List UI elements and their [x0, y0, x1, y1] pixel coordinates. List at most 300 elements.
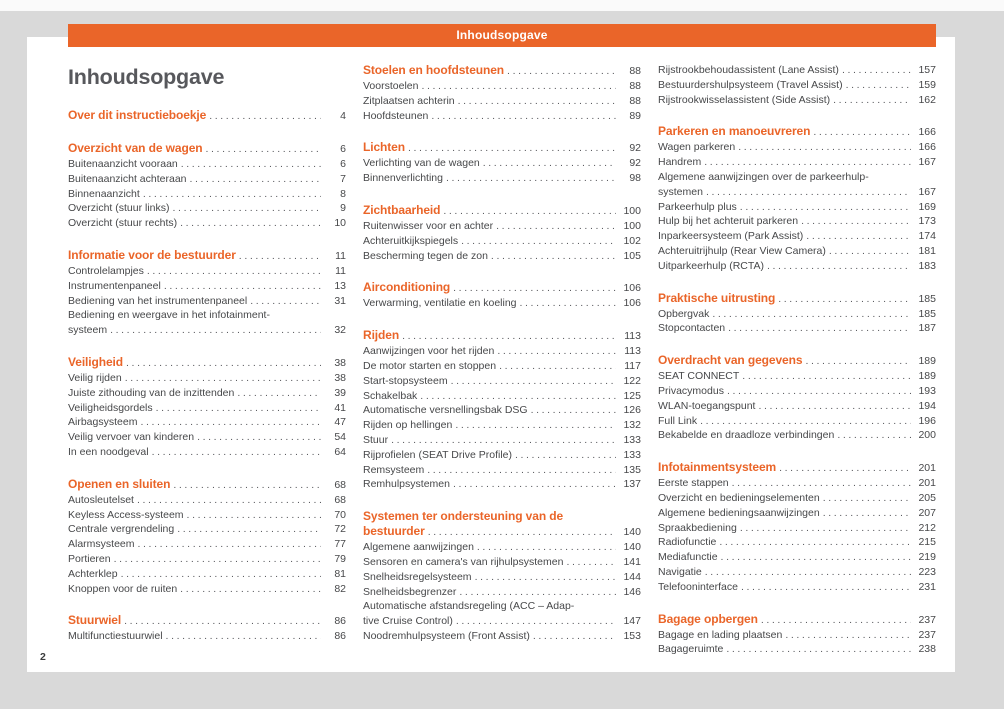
- toc-entry-page: 102: [623, 234, 641, 247]
- section-title-row: [68, 355, 346, 371]
- toc-entry-label: Start-stopsysteem: [363, 374, 448, 387]
- toc-entry-page: 132: [623, 419, 641, 432]
- dot-leader: [741, 580, 911, 595]
- toc-entry: [363, 448, 641, 463]
- toc-entry: [658, 521, 936, 536]
- toc-entry-page: 88: [629, 80, 641, 92]
- toc-entry: [68, 216, 346, 231]
- toc-section: [363, 509, 641, 644]
- toc-entry-page: 126: [623, 404, 641, 417]
- toc-entry: [68, 522, 346, 537]
- toc-entry-page: 201: [918, 477, 936, 490]
- toc-entry-page: 10: [334, 217, 346, 230]
- toc-entry: [658, 63, 936, 78]
- section-title: Infotainmentsysteem: [658, 460, 777, 475]
- toc-entry: [68, 508, 346, 523]
- toc-entry-page: 144: [623, 570, 641, 583]
- toc-section: [363, 140, 641, 186]
- page-title: Inhoudsopgave: [68, 65, 225, 89]
- toc-entry-label: systeem: [68, 324, 108, 337]
- dot-leader: [805, 354, 911, 369]
- dot-leader: [124, 614, 321, 629]
- toc-entry-label: Algemene aanwijzingen: [363, 541, 474, 554]
- section-page-number: 88: [629, 65, 641, 77]
- toc-entry: [363, 555, 641, 570]
- toc-entry-label: Buitenaanzicht vooraan: [68, 158, 178, 170]
- toc-entry: [658, 78, 936, 93]
- manual-page: [27, 37, 955, 672]
- dot-leader: [458, 94, 616, 109]
- toc-entry: [68, 430, 346, 445]
- dot-leader: [181, 157, 321, 172]
- section-title-row: [363, 63, 641, 79]
- toc-entry-page: 47: [334, 416, 346, 429]
- dot-leader: [533, 629, 616, 644]
- toc-entry: [658, 259, 936, 274]
- toc-entry-label: Veilig vervoer van kinderen: [68, 431, 195, 444]
- dot-leader: [496, 219, 616, 234]
- toc-entry: [658, 140, 936, 155]
- dot-leader: [138, 537, 321, 552]
- toc-entry-page: 113: [624, 345, 641, 358]
- toc-column-3: [658, 63, 936, 657]
- dot-leader: [728, 321, 911, 336]
- toc-entry-page: 153: [623, 629, 641, 642]
- toc-section: [68, 355, 346, 460]
- dot-leader: [740, 521, 911, 536]
- toc-entry: [68, 187, 346, 202]
- toc-entry-label: Bediening en weergave in het infotainment-: [68, 309, 270, 322]
- toc-entry-label: Alarmsysteem: [68, 538, 135, 551]
- toc-entry-label: Stuur: [363, 433, 389, 446]
- section-title: Overdracht van gegevens: [658, 353, 803, 368]
- dot-leader: [421, 79, 616, 94]
- toc-entry: [363, 418, 641, 433]
- section-page-number: 68: [334, 478, 346, 491]
- toc-entry-label: Voorstoelen: [363, 80, 419, 92]
- dot-leader: [237, 386, 321, 401]
- section-title: Zichtbaarheid: [363, 202, 441, 217]
- section-title-row: [68, 477, 346, 493]
- section-title: Rijden: [363, 328, 400, 343]
- toc-entry-label: Noodremhulpsysteem (Front Assist): [363, 629, 530, 642]
- toc-entry-label: Multifunctiestuurwiel: [68, 630, 163, 643]
- toc-entry-page: 200: [918, 429, 936, 442]
- toc-entry: [658, 155, 936, 170]
- dot-leader: [446, 171, 616, 186]
- toc-entry-label: Uitparkeerhulp (RCTA): [658, 259, 764, 272]
- toc-entry-label: Opbergvak: [658, 307, 710, 320]
- section-title: Veiligheid: [68, 354, 124, 369]
- dot-leader: [147, 264, 321, 279]
- toc-entry-label: Veiligheidsgordels: [68, 401, 153, 414]
- dot-leader: [767, 259, 911, 274]
- toc-entry-label: Bediening van het instrumentenpaneel: [68, 294, 248, 307]
- dot-leader: [566, 555, 616, 570]
- toc-entry-page: 207: [918, 506, 936, 519]
- dot-leader: [143, 187, 321, 202]
- dot-leader: [164, 279, 321, 294]
- toc-section: [68, 141, 346, 231]
- toc-entry: [68, 629, 346, 644]
- toc-entry-label: Algemene aanwijzingen over de parkeerhulp-: [658, 170, 869, 183]
- toc-entry-page: 89: [629, 109, 641, 122]
- toc-entry: [658, 244, 936, 259]
- toc-entry-label: Inparkeersysteem (Park Assist): [658, 230, 804, 243]
- toc-entry-page: 183: [918, 259, 936, 272]
- section-title-row: [68, 141, 346, 157]
- toc-entry-label: systemen: [658, 185, 703, 198]
- dot-leader: [180, 216, 321, 231]
- section-title-row: [363, 140, 641, 156]
- toc-entry-label: Mediafunctie: [658, 551, 718, 564]
- toc-entry-page: 117: [624, 359, 641, 372]
- dot-leader: [823, 491, 911, 506]
- section-title: Over dit instructieboekje: [68, 108, 207, 122]
- dot-leader: [837, 428, 911, 443]
- toc-entry: [658, 535, 936, 550]
- dot-leader: [779, 461, 911, 476]
- toc-entry-page: 237: [918, 628, 936, 641]
- section-page-number: 92: [629, 142, 641, 155]
- toc-entry-label: Snelheidsbegrenzer: [363, 585, 457, 598]
- toc-entry: [363, 614, 641, 629]
- dot-leader: [190, 172, 322, 187]
- section-title: Overzicht van de wagen: [68, 141, 203, 155]
- toc-entry: [363, 403, 641, 418]
- toc-entry-page: 238: [918, 643, 936, 656]
- toc-entry-page: 41: [334, 401, 346, 414]
- header-banner: [68, 24, 936, 47]
- toc-entry: [658, 491, 936, 506]
- toc-entry-label: Bagageruimte: [658, 643, 724, 656]
- toc-entry: [658, 628, 936, 643]
- section-title-row: [658, 460, 936, 476]
- toc-entry: [363, 389, 641, 404]
- toc-section: [658, 353, 936, 443]
- toc-entry-page: 193: [918, 384, 936, 397]
- dot-leader: [704, 155, 911, 170]
- toc-entry-page: 167: [918, 185, 936, 198]
- dot-leader: [140, 415, 321, 430]
- toc-entry: [68, 264, 346, 279]
- toc-entry-label: Bestuurdershulpsysteem (Travel Assist): [658, 78, 843, 91]
- dot-leader: [451, 374, 616, 389]
- toc-entry-page: 77: [334, 538, 346, 551]
- toc-entry: [68, 415, 346, 430]
- toc-section: [658, 460, 936, 594]
- toc-entry-label: Controlelampjes: [68, 264, 144, 277]
- dot-leader: [250, 294, 321, 309]
- dot-leader: [761, 613, 911, 628]
- section-page-number: 189: [918, 355, 936, 368]
- dot-leader: [801, 214, 911, 229]
- toc-section: [658, 291, 936, 337]
- section-page-number: 86: [334, 615, 346, 628]
- toc-entry-page: 215: [918, 536, 936, 549]
- toc-entry: [658, 565, 936, 580]
- section-page-number: 113: [624, 330, 641, 343]
- section-title: Lichten: [363, 140, 405, 155]
- toc-entry-page: 79: [334, 552, 346, 565]
- toc-entry-page: 8: [340, 187, 346, 200]
- toc-entry-label: Achterklep: [68, 567, 118, 580]
- toc-section: [68, 248, 346, 338]
- section-title: Airconditioning: [363, 280, 451, 295]
- toc-entry-label: Hoofdsteunen: [363, 109, 429, 122]
- dot-leader: [455, 418, 616, 433]
- dot-leader: [427, 463, 616, 478]
- dot-leader: [431, 109, 616, 124]
- toc-entry-label: Verlichting van de wagen: [363, 157, 480, 170]
- toc-entry-page: 82: [334, 582, 346, 595]
- toc-entry-label: Bagage en lading plaatsen: [658, 628, 783, 641]
- toc-entry-page: 174: [918, 230, 936, 243]
- toc-entry-label: Eerste stappen: [658, 477, 729, 490]
- toc-columns: [68, 63, 936, 657]
- section-title-row: [363, 524, 641, 540]
- dot-leader: [742, 369, 911, 384]
- toc-entry-label: Zitplaatsen achterin: [363, 94, 455, 107]
- dot-leader: [846, 78, 911, 93]
- toc-entry-label: Bescherming tegen de zon: [363, 249, 488, 262]
- toc-section: [658, 612, 936, 658]
- toc-entry-page: 212: [918, 521, 936, 534]
- toc-section: [363, 280, 641, 311]
- toc-entry: [363, 219, 641, 234]
- toc-entry-page: 189: [918, 370, 936, 383]
- toc-entry-page: 147: [623, 615, 641, 628]
- toc-entry-label: Ruitenwisser voor en achter: [363, 219, 494, 232]
- toc-entry: [658, 384, 936, 399]
- toc-entry: [658, 642, 936, 657]
- toc-entry: [363, 570, 641, 585]
- toc-entry: [658, 550, 936, 565]
- dot-leader: [156, 401, 321, 416]
- section-title: Parkeren en manoeuvreren: [658, 124, 811, 139]
- toc-entry-label: Navigatie: [658, 565, 702, 578]
- dot-leader: [187, 508, 321, 523]
- toc-entry-page: 185: [918, 307, 936, 320]
- toc-entry: [658, 214, 936, 229]
- toc-entry: [68, 445, 346, 460]
- dot-leader: [152, 445, 321, 460]
- section-page-number: 4: [340, 110, 346, 122]
- section-title-row: [363, 203, 641, 219]
- dot-leader: [727, 384, 911, 399]
- toc-entry-label: Buitenaanzicht achteraan: [68, 172, 187, 185]
- dot-leader: [842, 63, 911, 78]
- toc-entry-page: 86: [334, 630, 346, 643]
- section-title-row: [658, 124, 936, 140]
- section-page-number: 6: [340, 143, 346, 155]
- dot-leader: [137, 493, 321, 508]
- dot-leader: [712, 307, 911, 322]
- toc-entry-page: 231: [918, 580, 936, 593]
- section-title-row: [658, 612, 936, 628]
- page-number: 2: [40, 651, 46, 663]
- toc-entry-page: 72: [334, 523, 346, 536]
- toc-entry-page: 181: [918, 244, 936, 257]
- dot-leader: [813, 125, 911, 140]
- toc-entry-label: Parkeerhulp plus: [658, 200, 737, 213]
- toc-entry-page: 162: [918, 93, 936, 106]
- toc-entry-label: Stopcontacten: [658, 322, 726, 335]
- dot-leader: [459, 585, 616, 600]
- toc-entry: [658, 476, 936, 491]
- section-title: Stuurwiel: [68, 613, 122, 628]
- toc-entry-label: Binnenverlichting: [363, 172, 443, 185]
- toc-entry-page: 141: [623, 555, 641, 568]
- dot-leader: [520, 296, 616, 311]
- toc-entry: [68, 371, 346, 386]
- section-page-number: 106: [623, 282, 641, 295]
- toc-entry-label: Rijstrookbehoudassistent (Lane Assist): [658, 64, 839, 76]
- toc-entry-page: 133: [623, 448, 641, 461]
- toc-entry: [363, 433, 641, 448]
- toc-entry-page: 88: [629, 94, 641, 107]
- toc-entry-label: Handrem: [658, 156, 702, 169]
- toc-entry-page: 169: [918, 200, 936, 213]
- toc-entry-page: 32: [334, 324, 346, 337]
- toc-section: [658, 63, 936, 107]
- section-page-number: 201: [918, 462, 936, 475]
- section-title-row: [68, 248, 346, 264]
- dot-leader: [778, 292, 911, 307]
- toc-entry-label: Aanwijzingen voor het rijden: [363, 345, 495, 358]
- toc-section: [68, 613, 346, 644]
- toc-entry-label: Verwarming, ventilatie en koeling: [363, 297, 517, 310]
- toc-entry-page: 140: [623, 541, 641, 554]
- dot-leader: [125, 371, 321, 386]
- toc-entry-label: Schakelbak: [363, 389, 418, 402]
- toc-entry-label: Snelheidsregelsysteem: [363, 570, 472, 583]
- dot-leader: [706, 185, 911, 200]
- toc-entry: [363, 374, 641, 389]
- toc-entry-label: Airbagsysteem: [68, 416, 138, 429]
- section-title: Stoelen en hoofdsteunen: [363, 63, 505, 77]
- toc-section: [658, 124, 936, 273]
- dot-leader: [402, 329, 616, 344]
- toc-entry-label: Radiofunctie: [658, 536, 717, 549]
- dot-leader: [197, 430, 321, 445]
- toc-entry: [363, 629, 641, 644]
- toc-entry-page: 100: [623, 219, 641, 232]
- section-page-number: 38: [334, 356, 346, 369]
- toc-entry-page: 68: [334, 493, 346, 506]
- toc-entry-label: Portieren: [68, 552, 111, 565]
- dot-leader: [732, 476, 911, 491]
- toc-entry: [68, 279, 346, 294]
- toc-entry-page: 137: [623, 478, 641, 491]
- toc-entry-page: 13: [334, 279, 346, 292]
- dot-leader: [408, 141, 616, 156]
- toc-entry-label: Achteruitrijhulp (Rear View Camera): [658, 244, 826, 257]
- toc-entry-page: 81: [334, 567, 346, 580]
- header-banner-label: Inhoudsopgave: [456, 28, 548, 42]
- toc-entry-page: 70: [334, 508, 346, 521]
- dot-leader: [719, 535, 911, 550]
- toc-entry: [68, 552, 346, 567]
- toc-entry: [363, 477, 641, 492]
- dot-leader: [829, 244, 911, 259]
- dot-leader: [499, 359, 616, 374]
- toc-entry-page: 31: [334, 294, 346, 307]
- toc-entry-label: Autosleutelset: [68, 493, 134, 506]
- toc-entry: [658, 428, 936, 443]
- toc-entry-page: 105: [623, 249, 641, 262]
- toc-entry-page: 173: [918, 215, 936, 228]
- section-page-number: 166: [918, 126, 936, 139]
- dot-leader: [114, 552, 321, 567]
- dot-leader: [173, 201, 321, 216]
- dot-leader: [738, 140, 911, 155]
- section-title: bestuurder: [363, 524, 425, 539]
- toc-entry-label: Keyless Access-systeem: [68, 508, 184, 521]
- toc-entry-page: 157: [918, 64, 936, 76]
- dot-leader: [391, 433, 616, 448]
- toc-entry: [363, 344, 641, 359]
- toc-entry: [68, 294, 346, 309]
- toc-entry: [68, 386, 346, 401]
- toc-entry: [658, 414, 936, 429]
- toc-entry: [658, 307, 936, 322]
- toc-entry-label: SEAT CONNECT: [658, 370, 740, 383]
- dot-leader: [721, 550, 911, 565]
- toc-entry-page: 219: [918, 551, 936, 564]
- toc-entry-page: 133: [623, 433, 641, 446]
- toc-entry-label: Algemene bedieningsaanwijzingen: [658, 506, 820, 519]
- toc-entry-label: Instrumentenpaneel: [68, 279, 161, 292]
- section-title: Openen en sluiten: [68, 476, 171, 491]
- toc-entry: [658, 580, 936, 595]
- toc-entry-page: 11: [335, 264, 346, 277]
- dot-leader: [206, 142, 321, 157]
- dot-leader: [453, 281, 616, 296]
- toc-entry-page: 6: [340, 158, 346, 170]
- dot-leader: [823, 506, 911, 521]
- section-title-row: [658, 291, 936, 307]
- section-page-number: 237: [918, 613, 936, 626]
- toc-entry: [363, 234, 641, 249]
- toc-entry-label: Overzicht en bedieningselementen: [658, 491, 820, 504]
- toc-entry-page: 98: [629, 172, 641, 185]
- dot-leader: [833, 93, 911, 108]
- section-title: Bagage opbergen: [658, 611, 758, 626]
- section-title: Praktische uitrusting: [658, 290, 776, 305]
- dot-leader: [453, 477, 616, 492]
- dot-leader: [110, 323, 321, 338]
- toc-entry-label: Privacymodus: [658, 384, 724, 397]
- dot-leader: [177, 522, 321, 537]
- toc-section: [363, 328, 641, 492]
- toc-entry-label: Automatische versnellingsbak DSG: [363, 404, 528, 417]
- section-page-number: 140: [623, 526, 641, 539]
- toc-entry-label: Remsysteem: [363, 463, 425, 476]
- toc-entry: [68, 157, 346, 172]
- dot-leader: [166, 629, 321, 644]
- dot-leader: [477, 540, 616, 555]
- toc-entry-page: 166: [918, 141, 936, 154]
- toc-entry-label: Automatische afstandsregeling (ACC – Adap-: [363, 600, 575, 613]
- toc-entry: [363, 249, 641, 264]
- dot-leader: [126, 356, 321, 371]
- dot-leader: [483, 156, 616, 171]
- toc-entry-label: In een noodgeval: [68, 445, 149, 458]
- toc-entry-label: WLAN-toegangspunt: [658, 399, 756, 412]
- toc-entry: [658, 369, 936, 384]
- toc-entry: [68, 493, 346, 508]
